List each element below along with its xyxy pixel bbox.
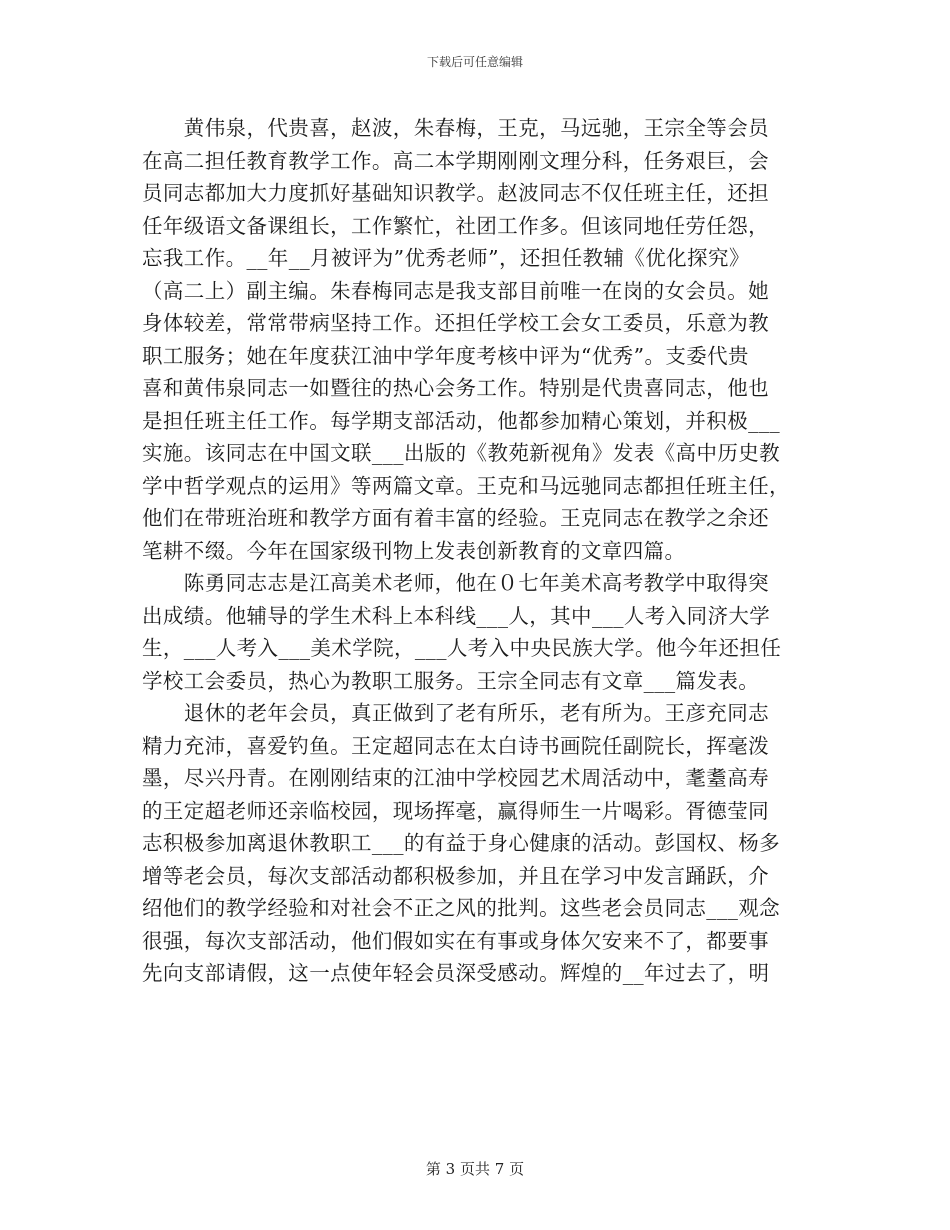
page-number-footer: 第 3 页共 7 页 bbox=[425, 1160, 525, 1178]
text-line: 学中哲学观点的运用》等两篇文章。王克和马远驰同志都担任班主任， bbox=[142, 473, 790, 498]
text-line: 增等老会员，每次支部活动都积极参加，并且在学习中发言踊跃，介 bbox=[142, 863, 769, 888]
text-line: 身体较差，常常带病坚持工作。还担任学校工会女工委员，乐意为教 bbox=[142, 311, 769, 335]
text-line: 先向支部请假，这一点使年轻会员深受感动。辉煌的__年过去了，明 bbox=[142, 961, 770, 985]
page-header: 下载后可任意编辑 bbox=[426, 55, 523, 69]
text-line: 墨，尽兴丹青。在刚刚结束的江油中学校园艺术周活动中，耄耋高寿 bbox=[142, 766, 769, 790]
text-line: （高二上）副主编。朱春梅同志是我支部目前唯一在岗的女会员。她 bbox=[142, 278, 769, 303]
text-line: 学校工会委员，热心为教职工服务。王宗全同志有文章___篇发表。 bbox=[142, 668, 760, 693]
document-body bbox=[142, 112, 806, 990]
text-line: 实施。该同志在中国文联___出版的《教苑新视角》发表《高中历史教 bbox=[142, 441, 781, 465]
text-line: 绍他们的教学经验和对社会不正之风的批判。这些老会员同志___观念 bbox=[142, 896, 781, 920]
text-line: 笔耕不缀。今年在国家级刊物上发表创新教育的文章四篇。 bbox=[142, 538, 686, 563]
text-line: 任年级语文备课组长，工作繁忙，社团工作多。但该同地任劳任怨， bbox=[142, 213, 769, 238]
text-line: 陈勇同志志是江高美术老师，他在０七年美术高考教学中取得突 bbox=[142, 571, 769, 595]
text-line: 志积极参加离退休教职工___的有益于身心健康的活动。彭国权、杨多 bbox=[142, 831, 781, 855]
text-line: 的王定超老师还亲临校园，现场挥毫，赢得师生一片喝彩。胥德莹同 bbox=[142, 798, 769, 823]
text-line: 生，___人考入___美术学院，___人考入中央民族大学。他今年还担任 bbox=[142, 636, 782, 660]
text-line: 退休的老年会员，真正做到了老有所乐，老有所为。王彦充同志 bbox=[142, 701, 769, 725]
text-line: 职工服务；她在年度获江油中学年度考核中评为“优秀”。支委代贵 bbox=[142, 343, 749, 368]
text-line: 是担任班主任工作。每学期支部活动，他都参加精心策划，并积极___ bbox=[142, 408, 781, 433]
text-line: 精力充沛，喜爱钓鱼。王定超同志在太白诗书画院任副院长，挥毫泼 bbox=[142, 733, 769, 758]
text-line: 在高二担任教育教学工作。高二本学期刚刚文理分科，任务艰巨，会 bbox=[142, 148, 769, 173]
text-line: 喜和黄伟泉同志一如暨往的热心会务工作。特别是代贵喜同志，他也 bbox=[142, 376, 769, 400]
text-line: 黄伟泉，代贵喜，赵波，朱春梅，王克，马远驰，王宗全等会员 bbox=[142, 116, 769, 140]
text-line: 忘我工作。__年__月被评为”优秀老师”，还担任教辅《优化探究》 bbox=[142, 246, 750, 270]
text-line: 很强，每次支部活动，他们假如实在有事或身体欠安来不了，都要事 bbox=[142, 928, 769, 953]
text-line: 他们在带班治班和教学方面有着丰富的经验。王克同志在教学之余还 bbox=[142, 506, 769, 530]
text-line: 员同志都加大力度抓好基础知识教学。赵波同志不仅任班主任，还担 bbox=[142, 181, 769, 205]
text-line: 出成绩。他辅导的学生术科上本科线___人，其中___人考入同济大学 bbox=[142, 603, 771, 628]
